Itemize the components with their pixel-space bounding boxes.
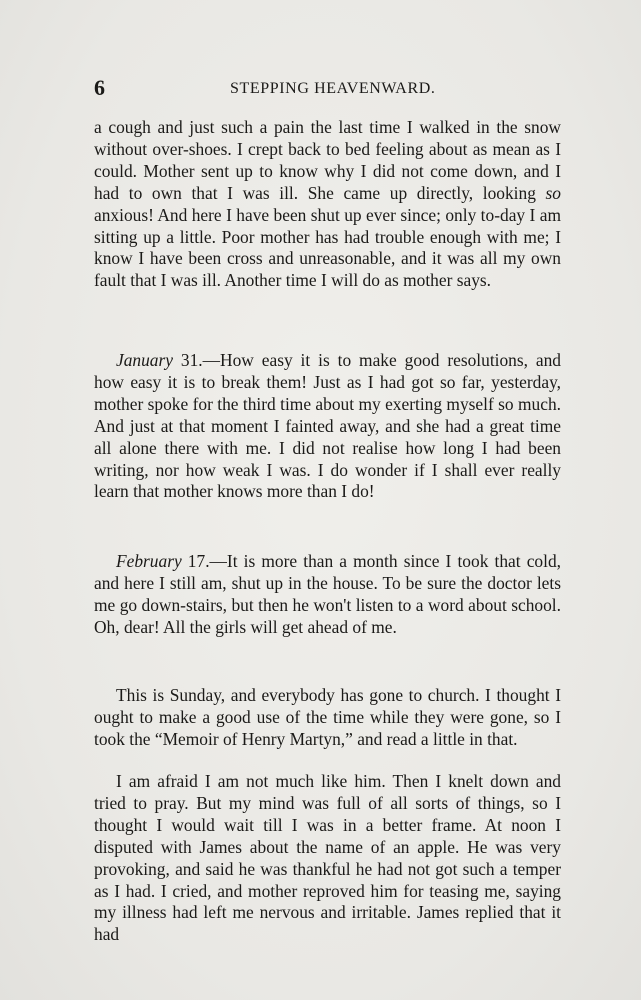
entry-body: 31.—How easy it is to make good resolutions, and how easy it is to break them! Just as I had got so far, yesterday, mother spoke for the third time about my exerting myself so much. And just at that moment I fainted away, and she had a great time all alone there with me. I did not realise how long I had been writing, nor how weak I was. I do wonder if I shall ever really learn that mother knows more than I do! xyxy=(94,350,561,502)
diary-entry-january-31 xyxy=(94,350,561,503)
entry-date-label: January xyxy=(116,350,173,370)
entry-date-label: February xyxy=(116,551,182,571)
paragraph-sunday xyxy=(94,685,561,751)
emphasized-word: so xyxy=(545,182,561,203)
paragraph-prayer xyxy=(94,771,561,946)
paragraph-text: This is Sunday, and everybody has gone to church. I thought I ought to make a good use of the time while they were gone, so I took the “Memoir of Henry Martyn,” and read a little in that. xyxy=(94,685,561,749)
paragraph-text-part: anxious! And here I have been shut up ever since; only to-day I am sitting up a little. Poor mother has had trouble enough with me; I know I have been cross and unreasonable, and it was all my own fault that I was ill. Another time I will do as mother says. xyxy=(94,204,561,291)
paragraph-continued xyxy=(94,117,561,292)
entry-body: 17.—It is more than a month since I took that cold, and here I still am, shut up in the house. To be sure the doctor lets me go down-stairs, but then he won't listen to a word about school. Oh, dear! All the girls will get ahead of me. xyxy=(94,551,561,637)
running-title: STEPPING HEAVENWARD. xyxy=(230,80,436,97)
page-number: 6 xyxy=(94,75,105,100)
paragraph-text xyxy=(94,350,561,503)
paragraph-text: I am afraid I am not much like him. Then I knelt down and tried to pray. But my mind was full of all sorts of things, so I thought I would wait till I was in a better frame. At noon I disputed with James about the name of an apple. He was very provoking, and said he was thankful he had not got such a temper as I had. I cried, and mother reproved him for teasing me, saying my illness had left me nervous and irritable. James replied that it had xyxy=(94,771,561,945)
paragraph-text xyxy=(94,117,561,292)
diary-entry-february-17 xyxy=(94,551,561,639)
paragraph-text-part: a cough and just such a pain the last time I walked in the snow without over-shoes. I crept back to bed feeling about as mean as I could. Mother sent up to know why I did not come down, and I had to own that I was ill. She came up directly, looking xyxy=(94,117,561,203)
page-header xyxy=(94,76,561,102)
paragraph-text xyxy=(94,551,561,639)
